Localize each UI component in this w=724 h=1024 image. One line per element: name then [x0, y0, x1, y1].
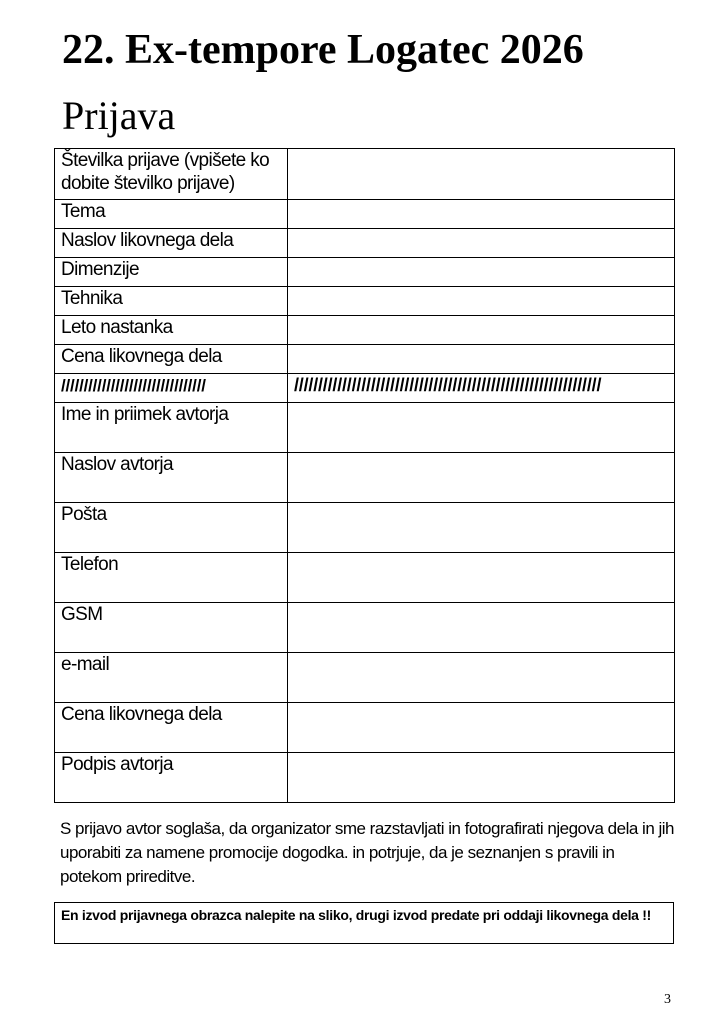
form-row-gsm: [55, 603, 675, 653]
form-row-phone: [55, 553, 675, 603]
field-label-author-signature: Podpis avtorja: [55, 753, 288, 803]
field-value-technique[interactable]: [288, 287, 675, 316]
form-row-artwork-price: [55, 345, 675, 374]
form-row-author-signature: [55, 753, 675, 803]
field-label-author-name: Ime in priimek avtorja: [55, 403, 288, 453]
field-value-gsm[interactable]: [288, 603, 675, 653]
field-label-dimensions: Dimenzije: [55, 258, 288, 287]
separator-slashes-right: ////////////////////////////////////////////////////////////////: [288, 374, 675, 403]
field-label-year-created: Leto nastanka: [55, 316, 288, 345]
separator-slashes-left: ////////////////////////////////: [55, 374, 288, 403]
field-value-artwork-price[interactable]: [288, 345, 675, 374]
form-row-technique: [55, 287, 675, 316]
form-row-separator: [55, 374, 675, 403]
field-value-author-signature[interactable]: [288, 753, 675, 803]
form-row-email: [55, 653, 675, 703]
field-label-application-number: Številka prijave (vpišete ko dobite številko prijave): [55, 149, 288, 200]
field-value-application-number[interactable]: [288, 149, 675, 200]
form-row-artwork-title: [55, 229, 675, 258]
field-label-phone: Telefon: [55, 553, 288, 603]
form-row-application-number: [55, 149, 675, 200]
field-label-post: Pošta: [55, 503, 288, 553]
document-subtitle: Prijava: [62, 93, 176, 138]
application-form-table: [54, 148, 675, 803]
consent-statement: S prijavo avtor soglaša, da organizator sme razstavljati in fotografirati njegova dela in jih uporabiti za namene promocije dogodka. in potrjuje, da je seznanjen s pravili in potekom prireditve.: [60, 819, 675, 886]
field-label-email: e-mail: [55, 653, 288, 703]
form-row-year-created: [55, 316, 675, 345]
field-value-email[interactable]: [288, 653, 675, 703]
field-label-gsm: GSM: [55, 603, 288, 653]
document-title: 22. Ex-tempore Logatec 2026: [62, 27, 584, 73]
field-value-author-name[interactable]: [288, 403, 675, 453]
field-value-phone[interactable]: [288, 553, 675, 603]
field-label-theme: Tema: [55, 200, 288, 229]
form-row-dimensions: [55, 258, 675, 287]
field-value-artwork-title[interactable]: [288, 229, 675, 258]
form-row-author-name: [55, 403, 675, 453]
field-label-artwork-title: Naslov likovnega dela: [55, 229, 288, 258]
field-label-artwork-price-2: Cena likovnega dela: [55, 703, 288, 753]
form-row-post: [55, 503, 675, 553]
field-value-dimensions[interactable]: [288, 258, 675, 287]
field-label-author-address: Naslov avtorja: [55, 453, 288, 503]
field-value-post[interactable]: [288, 503, 675, 553]
field-value-artwork-price-2[interactable]: [288, 703, 675, 753]
form-row-artwork-price-2: [55, 703, 675, 753]
form-row-theme: [55, 200, 675, 229]
field-label-technique: Tehnika: [55, 287, 288, 316]
field-value-year-created[interactable]: [288, 316, 675, 345]
field-value-author-address[interactable]: [288, 453, 675, 503]
field-label-artwork-price: Cena likovnega dela: [55, 345, 288, 374]
form-row-author-address: [55, 453, 675, 503]
instruction-notice-box: En izvod prijavnega obrazca nalepite na sliko, drugi izvod predate pri oddaji likovnega dela !!: [54, 902, 674, 944]
field-value-theme[interactable]: [288, 200, 675, 229]
page-number: 3: [664, 992, 671, 1007]
